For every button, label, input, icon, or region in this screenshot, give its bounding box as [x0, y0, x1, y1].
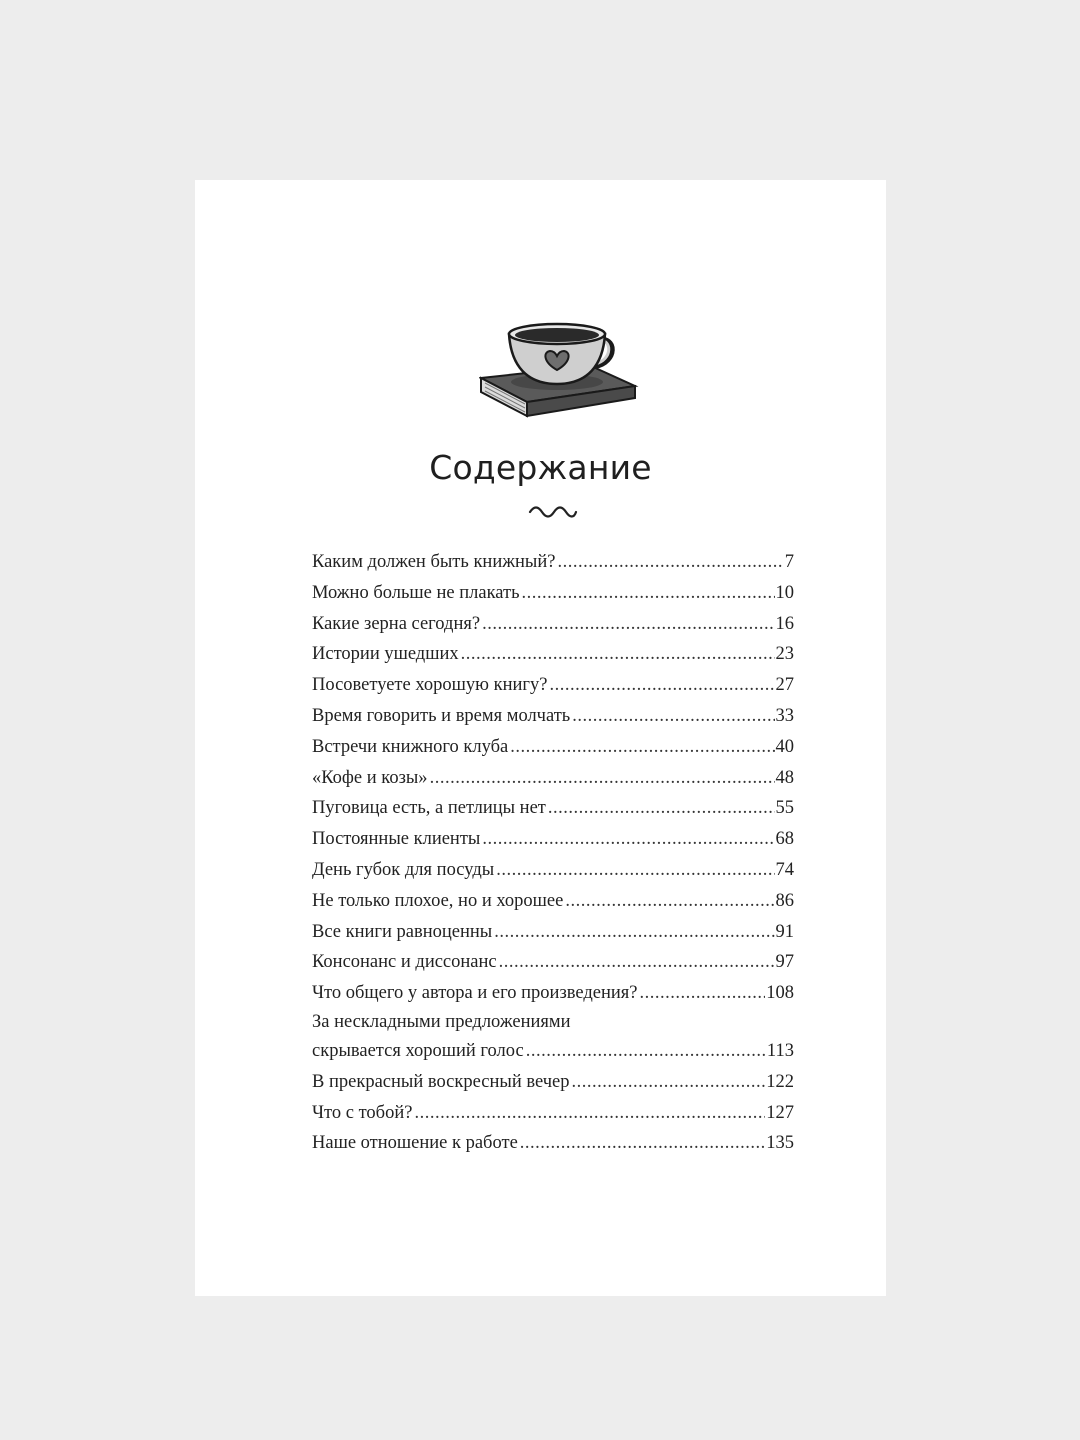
toc-entry-title: Что с тобой?	[312, 1102, 413, 1123]
toc-leader-dots	[522, 578, 775, 609]
toc-leader-dots	[548, 793, 775, 824]
toc-entry-title: Консонанс и диссонанс	[312, 952, 497, 973]
toc-leader-dots	[565, 886, 774, 917]
coffee-cup-on-book-icon	[479, 316, 639, 426]
toc-entry-title: Встречи книжного клуба	[312, 736, 509, 757]
toc-page-number: 68	[775, 829, 794, 850]
toc-entry-title: Посоветуете хорошую книгу?	[312, 675, 548, 696]
toc-entry[interactable]	[312, 763, 794, 794]
toc-page-number: 91	[775, 921, 794, 942]
toc-entry-title: Каким должен быть книжный?	[312, 552, 556, 572]
toc-page-number: 40	[775, 736, 794, 757]
toc-entry[interactable]	[312, 917, 794, 948]
page-title: Содержание	[429, 448, 652, 487]
toc-entry[interactable]	[312, 824, 794, 855]
toc-page-number: 16	[775, 613, 794, 634]
toc-entry[interactable]	[312, 1067, 794, 1098]
toc-leader-dots	[510, 732, 774, 763]
toc-entry[interactable]	[312, 947, 794, 978]
toc-page-number: 7	[784, 552, 794, 572]
toc-leader-dots	[430, 763, 775, 794]
toc-entry-title: Постоянные клиенты	[312, 829, 481, 850]
toc-entry-title: скрывается хороший голос	[312, 1040, 524, 1061]
toc-entry-title: Что общего у автора и его произведения?	[312, 983, 638, 1004]
toc-page-number: 127	[766, 1102, 794, 1123]
toc-entry[interactable]	[312, 701, 794, 732]
toc-entry[interactable]	[312, 732, 794, 763]
toc-leader-dots	[496, 855, 774, 886]
toc-entry[interactable]	[312, 639, 794, 670]
toc-page-number: 55	[775, 798, 794, 819]
toc-entry-title: Истории ушедших	[312, 644, 459, 665]
wave-divider-icon	[528, 505, 578, 519]
toc-page-number: 74	[775, 859, 794, 880]
toc-leader-dots	[494, 917, 774, 948]
toc-page-number: 113	[766, 1040, 794, 1061]
toc-entry[interactable]	[312, 609, 794, 640]
toc-leader-dots	[572, 1067, 766, 1098]
toc-entry[interactable]	[312, 793, 794, 824]
toc-entry-title: Пуговица есть, а петлицы нет	[312, 798, 546, 819]
toc-leader-dots	[557, 547, 783, 578]
toc-page-number: 10	[775, 582, 794, 603]
toc-entry-title: В прекрасный воскресный вечер	[312, 1071, 570, 1092]
toc-page-number: 48	[775, 767, 794, 788]
toc-leader-dots	[639, 978, 765, 1009]
toc-leader-dots	[414, 1098, 765, 1129]
toc-entry[interactable]	[312, 1098, 794, 1129]
toc-entry-title: Можно больше не плакать	[312, 582, 520, 603]
toc-entry[interactable]	[312, 578, 794, 609]
toc-entry[interactable]	[312, 670, 794, 701]
toc-page-number: 33	[775, 705, 794, 726]
toc-leader-dots	[499, 947, 775, 978]
toc-page-number: 86	[775, 890, 794, 911]
toc-entry-title: Не только плохое, но и хорошее	[312, 890, 564, 911]
toc-entry-title: Наше отношение к работе	[312, 1133, 518, 1154]
toc-entry[interactable]	[312, 1009, 794, 1067]
toc-page-number: 135	[766, 1133, 794, 1154]
toc-entry[interactable]	[312, 886, 794, 917]
toc-page-number: 97	[775, 952, 794, 973]
toc-entry[interactable]	[312, 1128, 794, 1159]
toc-entry[interactable]	[312, 855, 794, 886]
toc-entry[interactable]	[312, 978, 794, 1009]
toc-page-number: 27	[775, 675, 794, 696]
toc-leader-dots	[482, 609, 774, 640]
table-of-contents	[312, 547, 794, 1159]
toc-page-number: 108	[766, 983, 794, 1004]
toc-entry-title: «Кофе и козы»	[312, 767, 428, 788]
toc-leader-dots	[520, 1128, 765, 1159]
book-page	[195, 180, 886, 1296]
toc-entry-title: Время говорить и время молчать	[312, 705, 571, 726]
toc-entry-title: Какие зерна сегодня?	[312, 613, 481, 634]
toc-entry-title: День губок для посуды	[312, 859, 495, 880]
toc-entry-title: Все книги равноценны	[312, 921, 493, 942]
toc-leader-dots	[572, 701, 774, 732]
toc-leader-dots	[482, 824, 774, 855]
toc-page-number: 122	[766, 1071, 794, 1092]
toc-leader-dots	[549, 670, 774, 701]
toc-leader-dots	[526, 1036, 766, 1067]
toc-page-number: 23	[775, 644, 794, 665]
toc-entry[interactable]	[312, 547, 794, 578]
toc-leader-dots	[461, 639, 775, 670]
toc-entry-title-line1: За нескладными предложениями	[312, 1011, 571, 1032]
